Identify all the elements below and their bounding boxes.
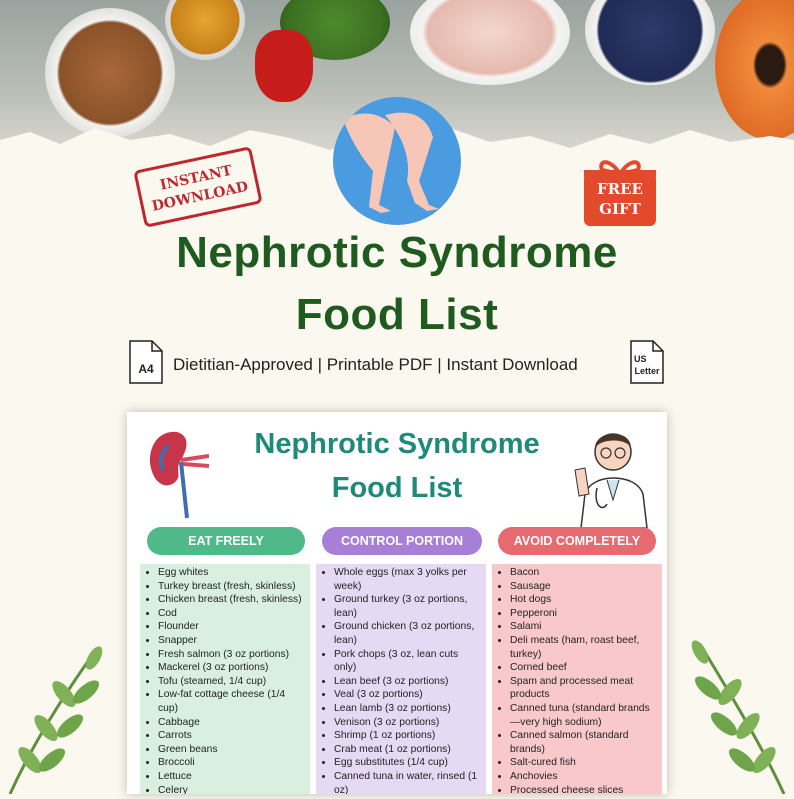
list-item: • Egg substitutes (1/4 cup) [334, 756, 482, 770]
list-item: • Canned tuna (standard brands—very high sodium) [510, 702, 658, 729]
list-item: • Ground turkey (3 oz portions, lean) [334, 593, 482, 620]
list-item: • Tofu (steamed, 1/4 cup) [158, 675, 306, 689]
instant-download-label: INSTANT DOWNLOAD [150, 162, 250, 215]
list-item: • Flounder [158, 620, 306, 634]
list-item: • Chicken breast (fresh, skinless) [158, 593, 306, 607]
a4-label: A4 [138, 362, 154, 376]
raw-chicken [410, 0, 570, 85]
list-item: • Canned tuna in water, rinsed (1 oz) [334, 770, 482, 794]
list-item: • Celery [158, 784, 306, 795]
list-item: • Hot dogs [510, 593, 658, 607]
list-item: • Whole eggs (max 3 yolks per week) [334, 566, 482, 593]
avoid-completely-list [492, 564, 662, 794]
column-heading-eat-freely: EAT FREELY [147, 527, 305, 555]
list-item: • Crab meat (1 oz portions) [334, 743, 482, 757]
doctor-illustration [567, 416, 659, 528]
list-item: • Pepperoni [510, 607, 658, 621]
column-heading-avoid-completely: AVOID COMPLETELY [498, 527, 656, 555]
blueberries-bowl [585, 0, 715, 85]
honey-jar [165, 0, 245, 60]
list-item: • Bacon [510, 566, 658, 580]
eat-freely-list [140, 564, 310, 794]
control-portion-list [316, 564, 486, 794]
sheet-title-line1: Nephrotic Syndrome [254, 428, 540, 460]
list-item: • Lean lamb (3 oz portions) [334, 702, 482, 716]
page-title-line2: Food List [295, 290, 499, 339]
format-tagline: Dietitian-Approved | Printable PDF | Instant Download [173, 355, 578, 374]
free-gift-label: FREE GIFT [597, 180, 643, 218]
food-list-sheet-preview [127, 412, 667, 794]
gift-icon [584, 156, 656, 226]
list-item: • Fresh salmon (3 oz portions) [158, 648, 306, 662]
list-item: • Ground chicken (3 oz portions, lean) [334, 620, 482, 647]
leaf-branch-left [0, 640, 110, 794]
us-letter-document-icon [630, 340, 664, 384]
list-item: • Spam and processed meat products [510, 675, 658, 702]
list-item: • Egg whites [158, 566, 306, 580]
list-item: • Green beans [158, 743, 306, 757]
list-item: • Low-fat cottage cheese (1/4 cup) [158, 688, 306, 715]
a4-document-icon [129, 340, 163, 384]
list-item: • Salami [510, 620, 658, 634]
list-item: • Cabbage [158, 716, 306, 730]
list-item: • Cod [158, 607, 306, 621]
us-label: US [634, 354, 647, 364]
list-item: • Canned salmon (standard brands) [510, 729, 658, 756]
list-item: • Veal (3 oz portions) [334, 688, 482, 702]
list-item: • Broccoli [158, 756, 306, 770]
list-item: • Anchovies [510, 770, 658, 784]
format-row [0, 340, 794, 388]
list-item: • Processed cheese slices [510, 784, 658, 795]
list-item: • Snapper [158, 634, 306, 648]
list-item: • Venison (3 oz portions) [334, 716, 482, 730]
page-title-line1: Nephrotic Syndrome [176, 228, 618, 277]
column-heading-control-portion: CONTROL PORTION [322, 527, 482, 555]
list-item: • Shrimp (1 oz portions) [334, 729, 482, 743]
bell-pepper [255, 30, 313, 102]
legs-icon [333, 97, 461, 225]
list-item: • Corned beef [510, 661, 658, 675]
list-item: • Sausage [510, 580, 658, 594]
list-item: • Turkey breast (fresh, skinless) [158, 580, 306, 594]
leaf-branch-right [684, 630, 794, 794]
list-item: • Mackerel (3 oz portions) [158, 661, 306, 675]
letter-label: Letter [634, 366, 660, 376]
sheet-title-line2: Food List [331, 472, 463, 504]
list-item: • Deli meats (ham, roast beef, turkey) [510, 634, 658, 661]
list-item: • Lean beef (3 oz portions) [334, 675, 482, 689]
list-item: • Lettuce [158, 770, 306, 784]
list-item: • Salt-cured fish [510, 756, 658, 770]
list-item: • Carrots [158, 729, 306, 743]
list-item: • Pork chops (3 oz, lean cuts only) [334, 648, 482, 675]
